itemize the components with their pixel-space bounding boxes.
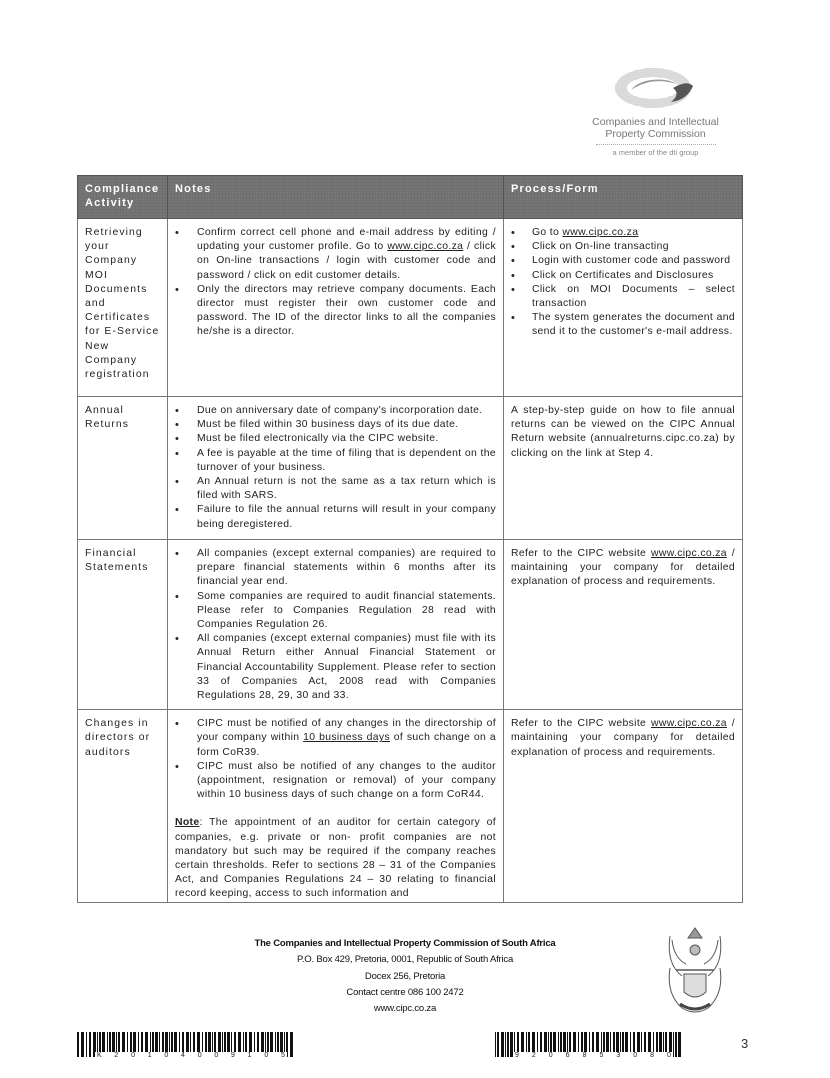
barcode-digit: 9 xyxy=(231,1052,235,1059)
process-paragraph xyxy=(511,404,735,461)
underlined-text: 10 business days xyxy=(303,732,391,744)
logo-divider xyxy=(596,144,716,145)
underlined-text: www.cipc.co.za xyxy=(651,548,727,559)
list-item xyxy=(175,760,496,803)
barcode-digit: 9 xyxy=(515,1052,519,1059)
table-row xyxy=(78,219,743,397)
underlined-text: www.cipc.co.za xyxy=(651,718,727,730)
barcode-digit: 6 xyxy=(565,1052,570,1059)
list-item xyxy=(511,283,735,311)
logo-tagline: a member of the dti group xyxy=(612,148,699,157)
text-segment: Must be filed within 30 business days of its due date. xyxy=(197,419,459,431)
compliance-table xyxy=(77,175,743,903)
activity-line: New xyxy=(85,340,110,352)
underlined-text: Note xyxy=(175,817,200,829)
table-row xyxy=(78,397,743,540)
text-segment: Click on MOI Documents – select transaction xyxy=(532,283,735,310)
text-segment: / maintaining your company for detailed explanation of process and requirements. xyxy=(511,548,735,588)
text-segment: Only the directors may retrieve company documents. Each director must register their own customer code and password. The ID of the director links to all the companies he/she is a director. xyxy=(197,283,496,338)
barcode-digit: 2 xyxy=(114,1052,119,1059)
bullet-list xyxy=(511,226,735,340)
activity-line: Documents xyxy=(85,283,148,295)
list-item xyxy=(175,717,496,760)
page-number: 3 xyxy=(741,1036,749,1051)
list-item xyxy=(175,283,496,340)
text-segment: Some companies are required to audit financial statements. Please refer to Companies Regulation 28 read with Companies Regulation 26. xyxy=(197,590,496,631)
bullet-list xyxy=(175,717,496,802)
text-segment: Failure to file the annual returns will result in your company being deregistered. xyxy=(197,504,496,530)
barcode-digit: 0 xyxy=(131,1052,135,1059)
text-segment: A fee is payable at the time of filing that is dependent on the turnover of your business. xyxy=(197,447,496,473)
barcode-digit: 0 xyxy=(667,1052,671,1059)
text-segment: / maintaining your company for detailed explanation of process and requirements. xyxy=(511,718,735,758)
header-notes: Notes xyxy=(168,176,504,219)
compliance-activity-cell xyxy=(78,397,168,540)
barcode-left xyxy=(77,1032,299,1062)
barcode-digit: 4 xyxy=(181,1052,185,1059)
list-item xyxy=(511,311,735,339)
underlined-text: www.cipc.co.za xyxy=(562,227,639,238)
table-row xyxy=(78,710,743,902)
barcode-digit: 1 xyxy=(247,1052,252,1059)
barcode-digit: 0 xyxy=(164,1052,169,1059)
text-segment: Click on Certificates and Disclosures xyxy=(532,269,714,281)
activity-line: Annual xyxy=(85,405,124,416)
barcode-digit: K xyxy=(97,1052,102,1059)
text-segment: Refer to the CIPC website xyxy=(511,548,651,559)
text-segment: Click on On-line transacting xyxy=(532,241,669,253)
footer-address: P.O. Box 429, Pretoria, 0001, Republic of South Africa xyxy=(296,954,514,966)
notes-cell xyxy=(168,397,504,540)
note-paragraph xyxy=(175,816,496,901)
cipc-logo xyxy=(578,58,733,168)
list-item xyxy=(175,404,496,418)
barcode-digit: 1 xyxy=(147,1052,152,1059)
text-segment: Due on anniversary date of company's incorporation date. xyxy=(197,405,483,416)
text-segment: of such change on a form CoR39. xyxy=(197,732,496,758)
notes-cell xyxy=(168,710,504,902)
process-form-cell xyxy=(504,219,743,397)
process-paragraph xyxy=(511,717,735,760)
activity-line: auditors xyxy=(85,746,131,758)
barcode-digit: 2 xyxy=(531,1052,536,1059)
list-item xyxy=(511,254,735,268)
bullet-list xyxy=(175,226,496,340)
activity-line: Retrieving xyxy=(85,227,143,238)
text-segment: Go to xyxy=(532,227,563,238)
barcode-digit: 0 xyxy=(197,1052,202,1059)
text-segment: An Annual return is not the same as a tax return which is filed with SARS. xyxy=(197,476,496,502)
list-item xyxy=(175,418,496,432)
list-item xyxy=(175,226,496,283)
activity-line: Financial xyxy=(85,548,137,559)
activity-line: and xyxy=(85,298,106,310)
footer xyxy=(200,936,610,1017)
list-item xyxy=(175,475,496,503)
text-segment: / click on On-line transactions / login with customer code and password / click on edit customer details. xyxy=(197,241,496,281)
barcode-digit: 0 xyxy=(548,1052,553,1059)
activity-line: Certificates xyxy=(85,312,151,324)
process-form-cell xyxy=(504,397,743,540)
list-item xyxy=(175,432,496,446)
activity-line: Company xyxy=(85,255,138,267)
text-segment: All companies (except external companies) are required to prepare financial statements within 6 months after its financial year end. xyxy=(197,548,496,588)
footer-website: www.cipc.co.za xyxy=(373,1003,437,1015)
table-header-row xyxy=(78,176,743,219)
barcode-digit: 5 xyxy=(599,1052,604,1059)
table-row xyxy=(78,540,743,710)
footer-org: The Companies and Intellectual Property Commission of South Africa xyxy=(254,938,556,949)
text-segment: Refer to the CIPC website xyxy=(511,718,651,730)
list-item xyxy=(175,590,496,633)
barcode-digit: 0 xyxy=(214,1052,219,1059)
barcode-digit: 0 xyxy=(633,1052,638,1059)
barcode-digit: 5 xyxy=(280,1052,285,1059)
list-item xyxy=(175,632,496,703)
compliance-activity-cell xyxy=(78,219,168,397)
compliance-activity-cell xyxy=(78,540,168,710)
logo-name-line2: Property Commission xyxy=(605,128,706,140)
process-form-cell xyxy=(504,710,743,902)
barcode-digit: 8 xyxy=(582,1052,587,1059)
process-form-cell xyxy=(504,540,743,710)
text-segment: CIPC must be notified of any changes in the directorship of your company within xyxy=(197,718,496,744)
header-compliance-activity: Compliance Activity xyxy=(78,176,168,219)
list-item xyxy=(175,547,496,590)
compliance-activity-cell xyxy=(78,710,168,902)
barcode-digit: 0 xyxy=(264,1052,269,1059)
text-segment: Must be filed electronically via the CIPC website. xyxy=(197,433,439,445)
footer-docex: Docex 256, Pretoria xyxy=(364,970,446,982)
activity-line: registration xyxy=(85,369,150,381)
text-segment: CIPC must also be notified of any changes to the auditor (appointment, resignation or removal) of your company within 10 business days of such change on a form CoR44. xyxy=(197,760,496,801)
text-segment: Confirm correct cell phone and e-mail address by editing / updating your customer profile. Go to xyxy=(197,227,496,253)
text-segment: Login with customer code and password xyxy=(532,255,731,267)
header-process-form: Process/Form xyxy=(504,176,743,219)
activity-line: MOI xyxy=(85,269,108,281)
list-item xyxy=(175,503,496,531)
process-paragraph xyxy=(511,547,735,590)
list-item xyxy=(511,269,735,283)
activity-line: your xyxy=(85,241,110,253)
barcode-right xyxy=(495,1032,685,1062)
logo-name-line1: Companies and Intellectual xyxy=(592,116,719,128)
notes-cell xyxy=(168,540,504,710)
underlined-text: www.cipc.co.za xyxy=(387,241,464,253)
text-segment: A step-by-step guide on how to file annual returns can be viewed on the CIPC Annual Return website (annualreturns.cipc.co.za) by clicking on the link at Step 4. xyxy=(511,405,735,459)
activity-line: for E-Service xyxy=(85,326,160,338)
activity-line: Changes in xyxy=(85,718,149,730)
text-segment: All companies (except external companies) must file with its Annual Return either Annual Financial Statement or Financial Accountability Supplement. Please refer to section 33 of Companies Act, 2008 read with Companies Regulations 28, 29, 30 and 33. xyxy=(197,633,496,702)
notes-cell xyxy=(168,219,504,397)
barcode-digit: 3 xyxy=(616,1052,621,1059)
activity-line: Returns xyxy=(85,419,130,431)
footer-contact: Contact centre 086 100 2472 xyxy=(346,986,464,998)
text-segment: : The appointment of an auditor for certain category of companies, e.g. private or non- profit companies are not mandatory but such may be required if the company reaches certain thresholds. Refer to sections 28 – 31 of the Companies Act, and Companies Regulations 24 – 30 relating to financial record keeping, access to such information and xyxy=(175,817,496,900)
text-segment: The system generates the document and send it to the customer's e-mail address. xyxy=(532,312,735,338)
barcode-digit: 8 xyxy=(650,1052,655,1059)
bullet-list xyxy=(175,547,496,703)
activity-line: Company xyxy=(85,354,138,366)
coat-of-arms-icon xyxy=(662,924,728,1016)
activity-line: directors or xyxy=(85,732,151,744)
list-item xyxy=(175,447,496,475)
list-item xyxy=(511,226,735,240)
bullet-list xyxy=(175,404,496,532)
activity-line: Statements xyxy=(85,562,149,574)
cipc-swirl-icon xyxy=(611,58,701,116)
list-item xyxy=(511,240,735,254)
